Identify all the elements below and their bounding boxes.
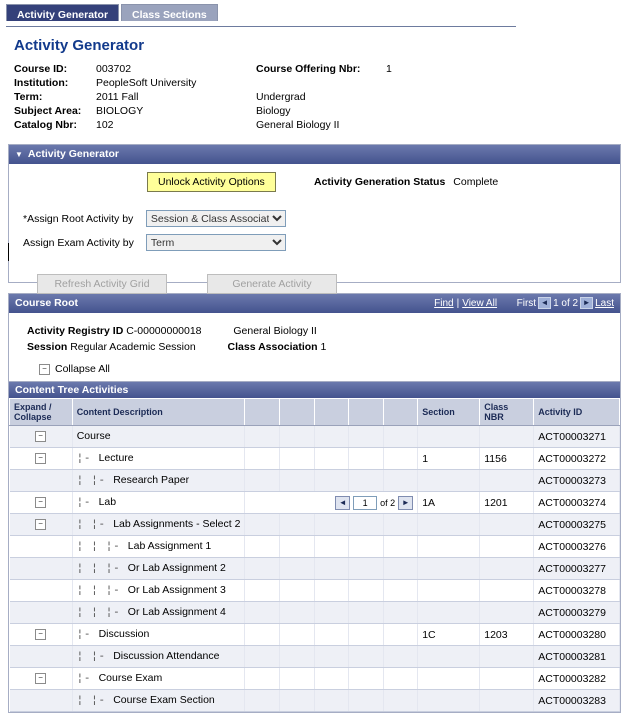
page-title: Activity Generator	[14, 37, 145, 54]
activity-generator-section	[8, 144, 621, 290]
activity-id-cell: ACT00003272	[534, 448, 620, 470]
action-button-row	[37, 274, 377, 294]
spacer-cell	[280, 448, 315, 470]
class-nbr-cell	[480, 558, 534, 580]
content-description-text: Lab Assignment 1	[127, 540, 212, 552]
content-description-text: Course Exam	[98, 672, 163, 684]
spacer-cell	[280, 514, 315, 536]
spacer-cell	[349, 690, 384, 712]
column-blank-5	[383, 399, 418, 426]
tree-indent: ¦ ¦-	[76, 695, 114, 707]
spacer-cell	[314, 536, 349, 558]
tree-indent: ¦-	[76, 453, 99, 465]
header-row-catalog-nbr	[14, 118, 486, 132]
career-value: Undergrad	[256, 91, 306, 103]
content-tree-header-row	[10, 399, 620, 426]
spacer-cell	[245, 602, 280, 624]
tree-indent: ¦ ¦-	[76, 519, 114, 531]
spacer-cell	[349, 536, 384, 558]
activity-generation-status-value: Complete	[453, 176, 499, 188]
spacer-cell	[383, 536, 418, 558]
spacer-cell	[383, 646, 418, 668]
tree-indent: ¦-	[76, 629, 99, 641]
expand-collapse-cell	[10, 448, 73, 470]
tab-activity-generator-label: Activity Generator	[17, 9, 109, 21]
section-cell	[418, 470, 480, 492]
catalog-nbr-label: Catalog Nbr:	[14, 119, 77, 131]
session-line	[27, 341, 620, 353]
table-row	[10, 602, 620, 624]
course-root-nav	[434, 297, 614, 310]
section-cell	[418, 690, 480, 712]
section-cell: 1	[418, 448, 480, 470]
spacer-cell	[349, 646, 384, 668]
column-blank-4	[349, 399, 384, 426]
activity-id-cell: ACT00003279	[534, 602, 620, 624]
spacer-cell	[314, 690, 349, 712]
page-indicator: 1 of 2	[553, 298, 579, 309]
expand-collapse-cell	[10, 536, 73, 558]
section-cell	[418, 426, 480, 448]
spacer-cell	[280, 426, 315, 448]
spacer-cell	[280, 646, 315, 668]
content-description-text: Discussion	[98, 628, 150, 640]
section-cell	[418, 558, 480, 580]
activity-id-cell: ACT00003278	[534, 580, 620, 602]
collapse-all-control[interactable]	[39, 363, 620, 375]
activity-registry-description: General Biology II	[233, 325, 317, 337]
class-association-label: Class Association	[227, 341, 318, 353]
institution-extra-label	[256, 76, 386, 90]
collapse-node-icon[interactable]: −	[35, 431, 46, 442]
expand-collapse-cell	[10, 624, 73, 646]
class-nbr-cell	[480, 470, 534, 492]
activity-id-cell: ACT00003280	[534, 624, 620, 646]
collapse-all-icon[interactable]: −	[39, 364, 50, 375]
content-description-text: Lecture	[98, 452, 134, 464]
expand-collapse-cell	[10, 602, 73, 624]
unlock-activity-options-wrap	[147, 172, 276, 192]
section-cell	[418, 580, 480, 602]
table-row	[10, 426, 620, 448]
course-header-table	[14, 62, 486, 132]
class-nbr-cell: 1156	[480, 448, 534, 470]
institution-label: Institution:	[14, 77, 69, 89]
course-root-title: Course Root	[15, 297, 78, 309]
tree-indent: ¦ ¦ ¦-	[76, 585, 128, 597]
spacer-cell	[280, 624, 315, 646]
activity-registry-line	[27, 325, 620, 337]
spacer-cell	[245, 690, 280, 712]
content-description-cell	[72, 426, 245, 448]
subject-area-label: Subject Area:	[14, 105, 82, 117]
spacer-cell	[245, 668, 280, 690]
spacer-cell	[314, 448, 349, 470]
table-row	[10, 558, 620, 580]
activity-id-cell: ACT00003271	[534, 426, 620, 448]
spacer-cell	[349, 624, 384, 646]
content-description-text: Or Lab Assignment 4	[127, 606, 226, 618]
collapse-node-icon[interactable]: −	[35, 497, 46, 508]
column-blank-2	[280, 399, 315, 426]
class-nbr-cell	[480, 646, 534, 668]
spacer-cell	[245, 558, 280, 580]
column-activity-id: Activity ID	[534, 399, 620, 426]
content-description-cell	[72, 536, 245, 558]
content-description-cell	[72, 690, 245, 712]
class-nbr-cell	[480, 536, 534, 558]
table-row	[10, 624, 620, 646]
course-header-info	[14, 62, 629, 132]
term-extra-value	[386, 90, 486, 104]
column-blank-3	[314, 399, 349, 426]
catalog-nbr-value: 102	[96, 119, 114, 131]
catalog-nbr-desc: General Biology II	[256, 119, 340, 131]
spacer-cell	[280, 580, 315, 602]
content-tree-activities-title: Content Tree Activities	[9, 381, 620, 398]
activity-id-cell: ACT00003277	[534, 558, 620, 580]
spacer-cell	[383, 448, 418, 470]
tab-activity-generator[interactable]	[6, 4, 119, 21]
collapse-node-icon[interactable]: −	[35, 673, 46, 684]
spacer-cell	[383, 668, 418, 690]
content-description-text: Or Lab Assignment 3	[127, 584, 226, 596]
section-cell: 1C	[418, 624, 480, 646]
column-content-description: Content Description	[72, 399, 245, 426]
course-root-body	[9, 313, 620, 712]
row-next-page-icon[interactable]: ►	[398, 496, 413, 510]
assign-exam-activity-label: Assign Exam Activity by	[23, 236, 134, 249]
expand-collapse-cell	[10, 558, 73, 580]
collapse-node-icon[interactable]: −	[35, 519, 46, 530]
spacer-cell	[314, 580, 349, 602]
spacer-cell	[280, 602, 315, 624]
subject-area-extra-value	[386, 104, 486, 118]
collapse-triangle-icon[interactable]: ▼	[15, 150, 23, 159]
content-description-cell	[72, 602, 245, 624]
content-tree-head	[10, 399, 620, 426]
institution-value: PeopleSoft University	[96, 77, 197, 89]
section-cell	[418, 646, 480, 668]
spacer-cell	[314, 602, 349, 624]
content-description-cell	[72, 448, 245, 470]
spacer-cell	[245, 448, 280, 470]
page-root	[0, 4, 629, 707]
content-description-cell	[72, 624, 245, 646]
spacer-cell	[349, 448, 384, 470]
content-description-cell	[72, 470, 245, 492]
assign-exam-activity-row	[23, 234, 286, 251]
course-id-value: 003702	[96, 63, 132, 75]
spacer-cell	[383, 602, 418, 624]
row-page-input[interactable]	[353, 496, 377, 510]
section-cell: 1A	[418, 492, 480, 514]
column-expand-collapse: Expand / Collapse	[10, 399, 73, 426]
spacer-cell	[245, 536, 280, 558]
content-description-text: Discussion Attendance	[113, 650, 220, 662]
nav-separator: |	[456, 298, 460, 309]
spacer-cell	[314, 426, 349, 448]
collapse-node-icon[interactable]: −	[35, 453, 46, 464]
spacer-cell	[349, 514, 384, 536]
content-description-text: Lab Assignments - Select 2	[113, 518, 241, 530]
assign-root-activity-select[interactable]	[146, 210, 286, 227]
tree-indent: ¦-	[76, 673, 99, 685]
activity-generator-section-header[interactable]	[9, 145, 620, 164]
tab-class-sections[interactable]	[121, 4, 218, 21]
section-cell	[418, 602, 480, 624]
spacer-cell	[245, 514, 280, 536]
subject-area-value: BIOLOGY	[96, 105, 144, 117]
table-row	[10, 514, 620, 536]
expand-collapse-cell	[10, 426, 73, 448]
spacer-cell	[383, 580, 418, 602]
course-offering-nbr-label: Course Offering Nbr:	[256, 63, 361, 75]
previous-page-icon[interactable]: ◄	[538, 297, 551, 309]
table-row	[10, 668, 620, 690]
tree-indent: ¦ ¦ ¦-	[76, 541, 128, 553]
collapse-node-icon[interactable]: −	[35, 629, 46, 640]
class-nbr-cell: 1201	[480, 492, 534, 514]
tab-bar	[6, 4, 516, 27]
activity-id-cell: ACT00003275	[534, 514, 620, 536]
activity-registry-id-value: C-00000000018	[126, 325, 202, 337]
class-nbr-cell	[480, 514, 534, 536]
class-nbr-cell	[480, 602, 534, 624]
class-nbr-cell: 1203	[480, 624, 534, 646]
table-row	[10, 690, 620, 712]
content-description-text: Course Exam Section	[113, 694, 215, 706]
spacer-cell	[314, 470, 349, 492]
activity-id-cell: ACT00003281	[534, 646, 620, 668]
spacer-cell	[383, 558, 418, 580]
last-label[interactable]: Last	[595, 298, 614, 309]
spacer-cell	[349, 602, 384, 624]
class-nbr-cell	[480, 426, 534, 448]
term-label: Term:	[14, 91, 43, 103]
institution-extra-value	[386, 76, 486, 90]
tab-class-sections-label: Class Sections	[132, 9, 207, 21]
view-all-link[interactable]: View All	[462, 298, 498, 309]
content-description-cell	[72, 580, 245, 602]
expand-collapse-cell	[10, 514, 73, 536]
refresh-activity-grid-button[interactable]: Refresh Activity Grid	[37, 274, 167, 294]
spacer-cell	[383, 470, 418, 492]
spacer-cell	[383, 426, 418, 448]
unlock-activity-options-button[interactable]: Unlock Activity Options	[147, 172, 276, 192]
spacer-cell	[314, 514, 349, 536]
tree-indent: ¦ ¦ ¦-	[76, 563, 128, 575]
column-section: Section	[418, 399, 480, 426]
table-row	[10, 448, 620, 470]
term-value: 2011 Fall	[96, 91, 139, 103]
spacer-cell	[314, 668, 349, 690]
content-description-cell	[72, 668, 245, 690]
section-cell	[418, 536, 480, 558]
expand-collapse-cell	[10, 470, 73, 492]
spacer-cell	[314, 558, 349, 580]
activity-generator-section-body	[9, 164, 620, 290]
tree-indent: ¦ ¦ ¦-	[76, 607, 128, 619]
expand-collapse-cell	[10, 492, 73, 514]
session-value: Regular Academic Session	[70, 341, 196, 353]
spacer-cell	[245, 470, 280, 492]
table-row	[10, 536, 620, 558]
spacer-cell	[383, 690, 418, 712]
spacer-cell	[245, 624, 280, 646]
course-root-header	[9, 294, 620, 313]
spacer-cell	[383, 514, 418, 536]
row-pager-cell	[245, 492, 418, 514]
tree-indent: ¦-	[76, 497, 99, 509]
header-row-institution	[14, 76, 486, 90]
activity-id-cell: ACT00003283	[534, 690, 620, 712]
collapse-all-label: Collapse All	[55, 363, 110, 375]
row-pager	[335, 496, 413, 510]
find-link[interactable]: Find	[434, 298, 454, 309]
spacer-cell	[383, 624, 418, 646]
spacer-cell	[349, 580, 384, 602]
expand-collapse-cell	[10, 668, 73, 690]
row-page-of-label: of 2	[380, 497, 396, 508]
content-description-cell	[72, 558, 245, 580]
column-class-nbr: Class NBR	[480, 399, 534, 426]
content-description-cell	[72, 646, 245, 668]
splitter-tick-top	[8, 243, 9, 261]
content-description-text: Course	[76, 430, 111, 442]
content-tree-body	[10, 426, 620, 712]
section-cell	[418, 514, 480, 536]
spacer-cell	[245, 426, 280, 448]
spacer-cell	[245, 646, 280, 668]
spacer-cell	[280, 536, 315, 558]
table-row	[10, 492, 620, 514]
activity-generator-section-title: Activity Generator	[27, 148, 119, 160]
spacer-cell	[245, 580, 280, 602]
header-row-course-id	[14, 62, 486, 76]
activity-id-cell: ACT00003273	[534, 470, 620, 492]
spacer-cell	[349, 470, 384, 492]
header-row-term	[14, 90, 486, 104]
spacer-cell	[349, 668, 384, 690]
spacer-cell	[314, 624, 349, 646]
class-association-value: 1	[320, 341, 327, 353]
activity-id-cell: ACT00003274	[534, 492, 620, 514]
table-row	[10, 470, 620, 492]
header-row-subject-area	[14, 104, 486, 118]
row-previous-page-icon[interactable]: ◄	[335, 496, 350, 510]
spacer-cell	[280, 690, 315, 712]
next-page-icon[interactable]: ►	[580, 297, 593, 309]
table-row	[10, 580, 620, 602]
assign-root-activity-row	[23, 210, 286, 227]
spacer-cell	[314, 646, 349, 668]
class-nbr-cell	[480, 668, 534, 690]
assign-exam-activity-select[interactable]	[146, 234, 286, 251]
table-row	[10, 646, 620, 668]
content-description-cell	[72, 514, 245, 536]
spacer-cell	[349, 426, 384, 448]
content-description-text: Research Paper	[113, 474, 190, 486]
spacer-cell	[280, 668, 315, 690]
content-tree-table	[9, 398, 620, 712]
content-description-cell	[72, 492, 245, 514]
spacer-cell	[349, 558, 384, 580]
class-nbr-cell	[480, 690, 534, 712]
content-description-text: Lab	[98, 496, 117, 508]
assign-root-activity-label: *Assign Root Activity by	[23, 212, 134, 225]
activity-generation-status-label: Activity Generation Status	[314, 176, 446, 188]
tree-indent: ¦ ¦-	[76, 475, 114, 487]
activity-id-cell: ACT00003276	[534, 536, 620, 558]
tree-indent: ¦ ¦-	[76, 651, 114, 663]
course-offering-nbr-value: 1	[386, 63, 392, 75]
expand-collapse-cell	[10, 690, 73, 712]
section-cell	[418, 668, 480, 690]
course-id-label: Course ID:	[14, 63, 68, 75]
spacer-cell	[280, 470, 315, 492]
expand-collapse-cell	[10, 646, 73, 668]
expand-collapse-cell	[10, 580, 73, 602]
activity-generation-status	[314, 176, 498, 188]
generate-activity-button[interactable]: Generate Activity	[207, 274, 337, 294]
activity-registry-id-label: Activity Registry ID	[27, 325, 124, 337]
subject-area-desc: Biology	[256, 105, 291, 117]
class-nbr-cell	[480, 580, 534, 602]
course-root-grid	[8, 293, 621, 713]
first-label[interactable]: First	[516, 298, 537, 309]
column-blank-1	[245, 399, 280, 426]
spacer-cell	[280, 558, 315, 580]
catalog-nbr-extra-value	[386, 118, 486, 132]
content-description-text: Or Lab Assignment 2	[127, 562, 226, 574]
activity-id-cell: ACT00003282	[534, 668, 620, 690]
session-label: Session	[27, 341, 68, 353]
